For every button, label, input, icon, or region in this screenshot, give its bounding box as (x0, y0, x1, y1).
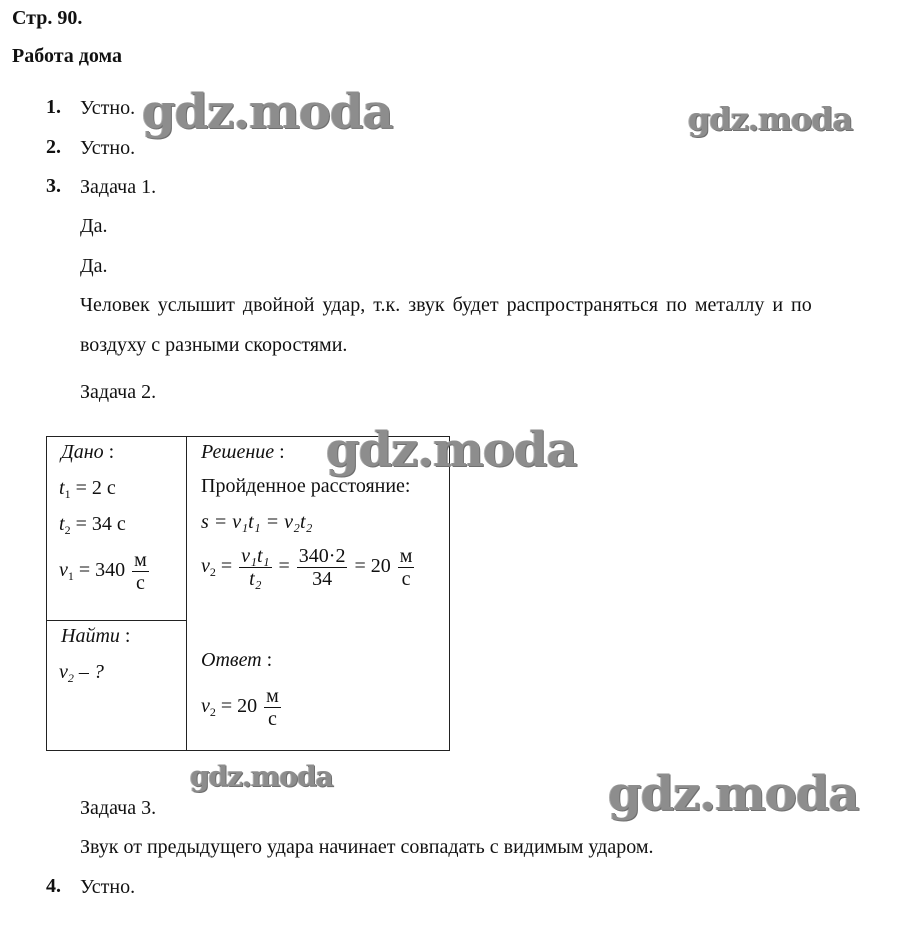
given-colon: : (108, 441, 115, 463)
answer-symbol: v (201, 695, 210, 718)
v1-unit-fraction (132, 549, 149, 594)
eq2-f2-den: 34 (312, 568, 333, 590)
eq2-unit-num: м (399, 545, 413, 567)
answer-value: = 20 (220, 695, 258, 718)
item-number-2: 2. (46, 136, 61, 158)
answer-label: Ответ (201, 649, 262, 671)
find-symbol: v (59, 660, 68, 683)
eq2-f1-num: v₁t₁ (241, 545, 270, 567)
find-colon: : (124, 624, 131, 647)
eq2-lhs-sub: 2 (209, 565, 216, 580)
task3-text: Звук от предыдущего удара начинает совпадать с видимым ударом. (80, 836, 654, 858)
watermark-5: gdz.moda (608, 766, 859, 822)
distance-label: Пройденное расстояние: (201, 475, 411, 497)
page-header: Стр. 90. (12, 7, 83, 29)
answer-subscript: 2 (209, 705, 216, 720)
given-t2 (59, 513, 126, 538)
given-heading (61, 441, 114, 464)
given-cell (47, 437, 187, 621)
find-label: Найти (61, 624, 120, 647)
section-title: Работа дома (12, 45, 122, 67)
answer-colon: : (266, 649, 273, 671)
task2-title: Задача 2. (80, 381, 157, 403)
item-number-3: 3. (46, 175, 61, 197)
eq2-f1-den: t₂ (249, 568, 262, 590)
watermark-1: gdz.moda (142, 84, 393, 140)
item-number-4: 4. (46, 875, 61, 897)
t1-subscript: 1 (64, 487, 71, 501)
given-t1 (59, 477, 116, 502)
t1-symbol: t (59, 477, 65, 499)
item-text-1: Устно. (80, 97, 136, 119)
task1-explanation-line1: Человек услышит двойной удар, т.к. звук будет распространяться по металлу и по (80, 294, 812, 316)
v1-symbol: v (59, 559, 68, 582)
solution-colon: : (279, 441, 285, 463)
equation-2: $v_2$ = $\frac{\text{v₁t₁}}{\text{t₂}}$ = $\frac{340\cdot 2}{34}$ = 20 $\frac{м}{с}$ (201, 545, 413, 590)
task2-table (46, 436, 450, 751)
eq2-fraction-2 (297, 545, 348, 590)
solution-heading (201, 441, 285, 464)
answer-heading (201, 649, 272, 672)
watermark-2: gdz.moda (688, 100, 853, 138)
v1-value: = 340 (78, 559, 126, 582)
eq2-result: = 20 (354, 555, 391, 578)
given-label: Дано (61, 441, 104, 463)
v1-unit-den: с (136, 572, 145, 594)
answer-unit-fraction (264, 685, 281, 730)
eq2-unit-fraction (398, 545, 415, 590)
v1-subscript: 1 (67, 569, 74, 584)
given-v1 (59, 549, 151, 594)
t2-subscript: 2 (64, 523, 71, 537)
equation-1: s = v₁t₁ = v₂t₂ (201, 511, 313, 533)
task1-title: Задача 1. (80, 176, 157, 198)
watermark-3: gdz.moda (326, 422, 577, 478)
answer-equation (201, 685, 283, 730)
t1-value: = 2 с (75, 477, 116, 499)
solution-label: Решение (201, 441, 275, 463)
eq2-fraction-1 (239, 545, 271, 590)
answer-unit-num: м (266, 685, 279, 707)
item-text-2: Устно. (80, 137, 136, 159)
v1-unit-num: м (134, 549, 147, 571)
find-cell (47, 620, 187, 750)
solution-cell (187, 437, 450, 751)
eq2-f2-num: 340·2 (298, 545, 346, 567)
find-expression (59, 661, 104, 686)
task1-explanation-line2: воздуху с разными скоростями. (80, 334, 348, 356)
find-subscript: 2 (67, 670, 74, 685)
t2-value: = 34 с (75, 513, 126, 535)
find-rest: – ? (73, 660, 104, 683)
find-heading (61, 625, 130, 648)
item-number-1: 1. (46, 96, 61, 118)
item-text-4: Устно. (80, 876, 136, 898)
t2-symbol: t (59, 513, 65, 535)
task1-answer-a: Да. (80, 215, 108, 237)
eq2-unit-den: с (401, 568, 411, 590)
answer-unit-den: с (268, 708, 277, 730)
eq2-lhs: v (201, 555, 210, 578)
task3-title: Задача 3. (80, 797, 157, 819)
watermark-4: gdz.moda (190, 760, 333, 793)
task1-answer-b: Да. (80, 255, 108, 277)
